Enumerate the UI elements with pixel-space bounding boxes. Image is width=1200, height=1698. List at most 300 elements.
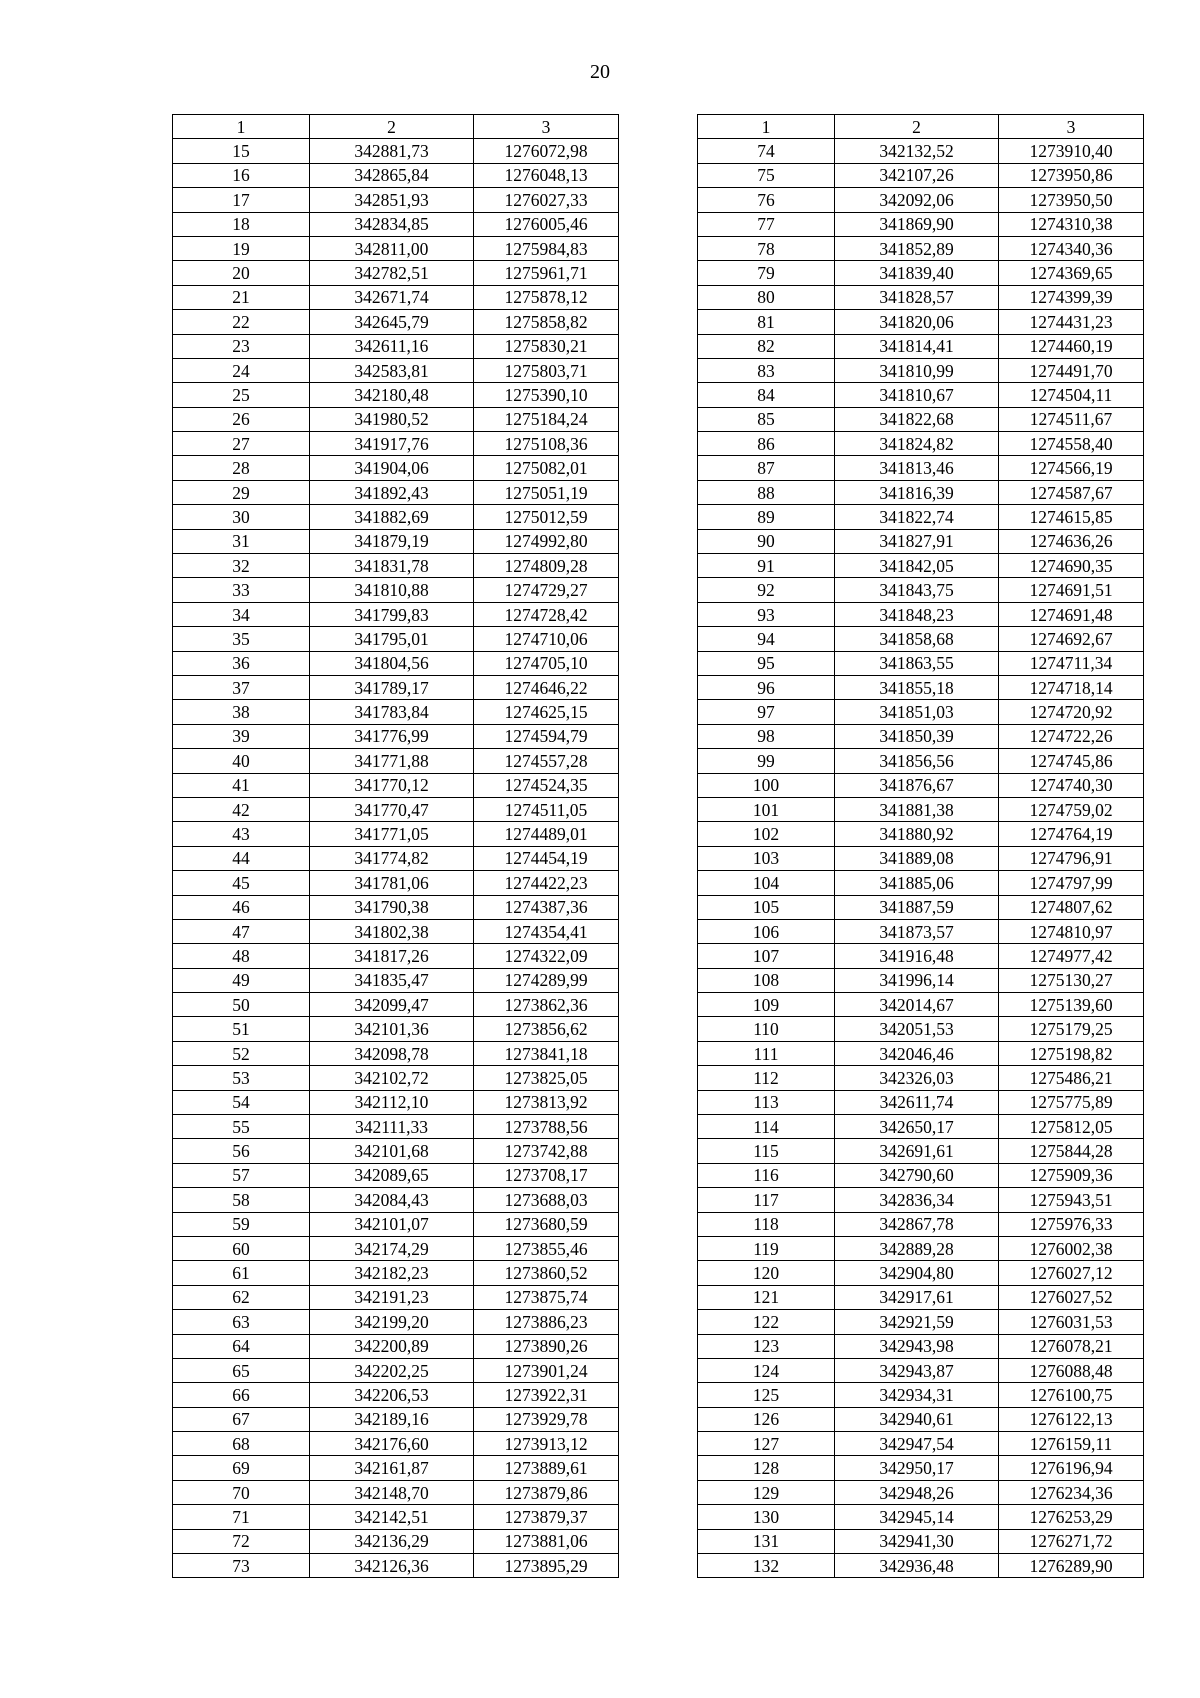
column-header-2: 2 <box>310 115 474 139</box>
y-coordinate: 1276196,94 <box>999 1456 1144 1480</box>
table-row <box>173 310 619 334</box>
x-coordinate: 341882,69 <box>310 505 474 529</box>
coordinates-table-left <box>172 114 619 1578</box>
column-header-3: 3 <box>474 115 619 139</box>
y-coordinate: 1273825,05 <box>474 1066 619 1090</box>
point-number: 130 <box>698 1505 835 1529</box>
x-coordinate: 342948,26 <box>835 1480 999 1504</box>
y-coordinate: 1274691,48 <box>999 602 1144 626</box>
table-row <box>173 1310 619 1334</box>
table-row <box>173 1432 619 1456</box>
point-number: 104 <box>698 871 835 895</box>
point-number: 70 <box>173 1480 310 1504</box>
table-row <box>698 895 1144 919</box>
table-row <box>698 1480 1144 1504</box>
table-row <box>698 1310 1144 1334</box>
table-row <box>173 236 619 260</box>
point-number: 87 <box>698 456 835 480</box>
point-number: 69 <box>173 1456 310 1480</box>
point-number: 113 <box>698 1090 835 1114</box>
y-coordinate: 1274740,30 <box>999 773 1144 797</box>
point-number: 51 <box>173 1017 310 1041</box>
point-number: 49 <box>173 968 310 992</box>
table-row <box>173 968 619 992</box>
table-row <box>173 1480 619 1504</box>
y-coordinate: 1274340,36 <box>999 236 1144 260</box>
point-number: 90 <box>698 529 835 553</box>
y-coordinate: 1273708,17 <box>474 1163 619 1187</box>
y-coordinate: 1276027,52 <box>999 1285 1144 1309</box>
y-coordinate: 1274558,40 <box>999 432 1144 456</box>
y-coordinate: 1274796,91 <box>999 846 1144 870</box>
y-coordinate: 1274454,19 <box>474 846 619 870</box>
point-number: 86 <box>698 432 835 456</box>
y-coordinate: 1274797,99 <box>999 871 1144 895</box>
point-number: 67 <box>173 1407 310 1431</box>
y-coordinate: 1274809,28 <box>474 554 619 578</box>
y-coordinate: 1275012,59 <box>474 505 619 529</box>
point-number: 43 <box>173 822 310 846</box>
x-coordinate: 342051,53 <box>835 1017 999 1041</box>
table-row <box>173 1505 619 1529</box>
y-coordinate: 1274977,42 <box>999 944 1144 968</box>
x-coordinate: 342107,26 <box>835 163 999 187</box>
y-coordinate: 1276005,46 <box>474 212 619 236</box>
y-coordinate: 1274399,39 <box>999 285 1144 309</box>
table-row <box>173 1115 619 1139</box>
point-number: 91 <box>698 554 835 578</box>
point-number: 60 <box>173 1236 310 1260</box>
x-coordinate: 342174,29 <box>310 1236 474 1260</box>
x-coordinate: 341848,23 <box>835 602 999 626</box>
point-number: 112 <box>698 1066 835 1090</box>
point-number: 26 <box>173 407 310 431</box>
y-coordinate: 1274387,36 <box>474 895 619 919</box>
y-coordinate: 1273950,86 <box>999 163 1144 187</box>
point-number: 63 <box>173 1310 310 1334</box>
y-coordinate: 1274992,80 <box>474 529 619 553</box>
point-number: 15 <box>173 139 310 163</box>
table-row <box>173 261 619 285</box>
point-number: 30 <box>173 505 310 529</box>
x-coordinate: 341852,89 <box>835 236 999 260</box>
x-coordinate: 342645,79 <box>310 310 474 334</box>
point-number: 99 <box>698 749 835 773</box>
table-row <box>698 627 1144 651</box>
point-number: 126 <box>698 1407 835 1431</box>
page-number: 20 <box>590 61 610 83</box>
y-coordinate: 1273856,62 <box>474 1017 619 1041</box>
table-row <box>173 1358 619 1382</box>
table-row <box>698 456 1144 480</box>
point-number: 61 <box>173 1261 310 1285</box>
x-coordinate: 342889,28 <box>835 1236 999 1260</box>
x-coordinate: 341863,55 <box>835 651 999 675</box>
table-row <box>173 212 619 236</box>
table-row <box>698 968 1144 992</box>
x-coordinate: 342101,68 <box>310 1139 474 1163</box>
table-row <box>698 1188 1144 1212</box>
x-coordinate: 341873,57 <box>835 919 999 943</box>
point-number: 89 <box>698 505 835 529</box>
y-coordinate: 1275803,71 <box>474 358 619 382</box>
y-coordinate: 1275082,01 <box>474 456 619 480</box>
table-row <box>173 1407 619 1431</box>
point-number: 37 <box>173 675 310 699</box>
point-number: 27 <box>173 432 310 456</box>
table-row <box>173 1334 619 1358</box>
table-row <box>698 285 1144 309</box>
y-coordinate: 1274720,92 <box>999 700 1144 724</box>
point-number: 16 <box>173 163 310 187</box>
table-row <box>173 139 619 163</box>
table-row <box>698 1115 1144 1139</box>
point-number: 29 <box>173 480 310 504</box>
table-row <box>698 1285 1144 1309</box>
table-row <box>698 602 1144 626</box>
x-coordinate: 342089,65 <box>310 1163 474 1187</box>
y-coordinate: 1274369,65 <box>999 261 1144 285</box>
table-row <box>173 1383 619 1407</box>
x-coordinate: 341814,41 <box>835 334 999 358</box>
table-row <box>698 993 1144 1017</box>
x-coordinate: 341876,67 <box>835 773 999 797</box>
y-coordinate: 1273879,86 <box>474 1480 619 1504</box>
table-row <box>173 1139 619 1163</box>
table-row <box>173 944 619 968</box>
point-number: 98 <box>698 724 835 748</box>
x-coordinate: 342099,47 <box>310 993 474 1017</box>
y-coordinate: 1273688,03 <box>474 1188 619 1212</box>
y-coordinate: 1276122,13 <box>999 1407 1144 1431</box>
table-row <box>173 578 619 602</box>
point-number: 71 <box>173 1505 310 1529</box>
y-coordinate: 1275486,21 <box>999 1066 1144 1090</box>
x-coordinate: 341892,43 <box>310 480 474 504</box>
x-coordinate: 341771,05 <box>310 822 474 846</box>
point-number: 96 <box>698 675 835 699</box>
point-number: 124 <box>698 1358 835 1382</box>
table-row <box>698 139 1144 163</box>
x-coordinate: 341880,92 <box>835 822 999 846</box>
y-coordinate: 1275130,27 <box>999 968 1144 992</box>
y-coordinate: 1274557,28 <box>474 749 619 773</box>
point-number: 45 <box>173 871 310 895</box>
y-coordinate: 1275184,24 <box>474 407 619 431</box>
x-coordinate: 342671,74 <box>310 285 474 309</box>
point-number: 74 <box>698 139 835 163</box>
table-row <box>173 675 619 699</box>
y-coordinate: 1274594,79 <box>474 724 619 748</box>
table-row <box>698 1090 1144 1114</box>
point-number: 21 <box>173 285 310 309</box>
point-number: 121 <box>698 1285 835 1309</box>
coordinates-table-right <box>697 114 1144 1578</box>
y-coordinate: 1276100,75 <box>999 1383 1144 1407</box>
point-number: 114 <box>698 1115 835 1139</box>
y-coordinate: 1276027,12 <box>999 1261 1144 1285</box>
x-coordinate: 342940,61 <box>835 1407 999 1431</box>
x-coordinate: 342943,87 <box>835 1358 999 1382</box>
table-row <box>698 212 1144 236</box>
y-coordinate: 1273913,12 <box>474 1432 619 1456</box>
point-number: 18 <box>173 212 310 236</box>
table-row <box>698 724 1144 748</box>
table-row <box>698 846 1144 870</box>
x-coordinate: 342046,46 <box>835 1041 999 1065</box>
table-row <box>698 310 1144 334</box>
point-number: 76 <box>698 188 835 212</box>
point-number: 24 <box>173 358 310 382</box>
table-row <box>173 554 619 578</box>
x-coordinate: 342950,17 <box>835 1456 999 1480</box>
x-coordinate: 341828,57 <box>835 285 999 309</box>
y-coordinate: 1273860,52 <box>474 1261 619 1285</box>
table-row <box>173 1212 619 1236</box>
x-coordinate: 341802,38 <box>310 919 474 943</box>
point-number: 55 <box>173 1115 310 1139</box>
point-number: 39 <box>173 724 310 748</box>
point-number: 84 <box>698 383 835 407</box>
x-coordinate: 341771,88 <box>310 749 474 773</box>
x-coordinate: 342101,36 <box>310 1017 474 1041</box>
y-coordinate: 1274722,26 <box>999 724 1144 748</box>
x-coordinate: 342583,81 <box>310 358 474 382</box>
y-coordinate: 1274745,86 <box>999 749 1144 773</box>
y-coordinate: 1276271,72 <box>999 1529 1144 1553</box>
x-coordinate: 342199,20 <box>310 1310 474 1334</box>
point-number: 102 <box>698 822 835 846</box>
y-coordinate: 1276253,29 <box>999 1505 1144 1529</box>
table-row <box>173 1066 619 1090</box>
table-row <box>173 773 619 797</box>
y-coordinate: 1273680,59 <box>474 1212 619 1236</box>
x-coordinate: 341887,59 <box>835 895 999 919</box>
point-number: 58 <box>173 1188 310 1212</box>
table-row <box>173 1236 619 1260</box>
y-coordinate: 1276289,90 <box>999 1554 1144 1578</box>
y-coordinate: 1275858,82 <box>474 310 619 334</box>
table-row <box>173 1261 619 1285</box>
point-number: 28 <box>173 456 310 480</box>
y-coordinate: 1273855,46 <box>474 1236 619 1260</box>
y-coordinate: 1275830,21 <box>474 334 619 358</box>
point-number: 123 <box>698 1334 835 1358</box>
point-number: 53 <box>173 1066 310 1090</box>
point-number: 72 <box>173 1529 310 1553</box>
y-coordinate: 1273813,92 <box>474 1090 619 1114</box>
table-row <box>173 1529 619 1553</box>
point-number: 119 <box>698 1236 835 1260</box>
y-coordinate: 1276159,11 <box>999 1432 1144 1456</box>
x-coordinate: 341835,47 <box>310 968 474 992</box>
point-number: 128 <box>698 1456 835 1480</box>
point-number: 59 <box>173 1212 310 1236</box>
table-row <box>173 163 619 187</box>
x-coordinate: 342867,78 <box>835 1212 999 1236</box>
point-number: 109 <box>698 993 835 1017</box>
x-coordinate: 342650,17 <box>835 1115 999 1139</box>
y-coordinate: 1275139,60 <box>999 993 1144 1017</box>
y-coordinate: 1273929,78 <box>474 1407 619 1431</box>
point-number: 92 <box>698 578 835 602</box>
x-coordinate: 341810,67 <box>835 383 999 407</box>
table-row <box>173 895 619 919</box>
table-row <box>698 578 1144 602</box>
table-row <box>173 188 619 212</box>
x-coordinate: 342934,31 <box>835 1383 999 1407</box>
x-coordinate: 342180,48 <box>310 383 474 407</box>
table-row <box>698 822 1144 846</box>
table-row <box>173 358 619 382</box>
point-number: 82 <box>698 334 835 358</box>
x-coordinate: 342921,59 <box>835 1310 999 1334</box>
table-row <box>698 1358 1144 1382</box>
x-coordinate: 342691,61 <box>835 1139 999 1163</box>
table-row <box>698 1407 1144 1431</box>
y-coordinate: 1274422,23 <box>474 871 619 895</box>
point-number: 68 <box>173 1432 310 1456</box>
table-row <box>698 700 1144 724</box>
x-coordinate: 342161,87 <box>310 1456 474 1480</box>
table-row <box>698 505 1144 529</box>
y-coordinate: 1276088,48 <box>999 1358 1144 1382</box>
table-row <box>173 822 619 846</box>
x-coordinate: 341855,18 <box>835 675 999 699</box>
y-coordinate: 1274460,19 <box>999 334 1144 358</box>
x-coordinate: 341790,38 <box>310 895 474 919</box>
y-coordinate: 1275108,36 <box>474 432 619 456</box>
x-coordinate: 341776,99 <box>310 724 474 748</box>
y-coordinate: 1275844,28 <box>999 1139 1144 1163</box>
x-coordinate: 341820,06 <box>835 310 999 334</box>
table-header-row <box>173 115 619 139</box>
y-coordinate: 1274354,41 <box>474 919 619 943</box>
y-coordinate: 1273950,50 <box>999 188 1144 212</box>
y-coordinate: 1275198,82 <box>999 1041 1144 1065</box>
table-row <box>698 651 1144 675</box>
y-coordinate: 1276048,13 <box>474 163 619 187</box>
x-coordinate: 342881,73 <box>310 139 474 163</box>
point-number: 129 <box>698 1480 835 1504</box>
y-coordinate: 1273889,61 <box>474 1456 619 1480</box>
y-coordinate: 1273879,37 <box>474 1505 619 1529</box>
table-row <box>173 797 619 821</box>
y-coordinate: 1274810,97 <box>999 919 1144 943</box>
y-coordinate: 1274691,51 <box>999 578 1144 602</box>
table-row <box>698 1017 1144 1041</box>
x-coordinate: 341783,84 <box>310 700 474 724</box>
table-row <box>173 724 619 748</box>
x-coordinate: 342917,61 <box>835 1285 999 1309</box>
y-coordinate: 1275961,71 <box>474 261 619 285</box>
table-row <box>698 554 1144 578</box>
table-row <box>173 846 619 870</box>
y-coordinate: 1273886,23 <box>474 1310 619 1334</box>
point-number: 75 <box>698 163 835 187</box>
x-coordinate: 341781,06 <box>310 871 474 895</box>
x-coordinate: 341996,14 <box>835 968 999 992</box>
x-coordinate: 341789,17 <box>310 675 474 699</box>
x-coordinate: 342182,23 <box>310 1261 474 1285</box>
y-coordinate: 1274705,10 <box>474 651 619 675</box>
point-number: 97 <box>698 700 835 724</box>
point-number: 44 <box>173 846 310 870</box>
y-coordinate: 1276072,98 <box>474 139 619 163</box>
point-number: 41 <box>173 773 310 797</box>
y-coordinate: 1274511,67 <box>999 407 1144 431</box>
table-row <box>173 627 619 651</box>
table-row <box>698 1456 1144 1480</box>
x-coordinate: 342092,06 <box>835 188 999 212</box>
y-coordinate: 1274615,85 <box>999 505 1144 529</box>
table-row <box>173 432 619 456</box>
point-number: 122 <box>698 1310 835 1334</box>
point-number: 34 <box>173 602 310 626</box>
point-number: 64 <box>173 1334 310 1358</box>
x-coordinate: 341810,88 <box>310 578 474 602</box>
x-coordinate: 341810,99 <box>835 358 999 382</box>
x-coordinate: 342836,34 <box>835 1188 999 1212</box>
point-number: 54 <box>173 1090 310 1114</box>
y-coordinate: 1275390,10 <box>474 383 619 407</box>
x-coordinate: 342084,43 <box>310 1188 474 1212</box>
point-number: 17 <box>173 188 310 212</box>
point-number: 88 <box>698 480 835 504</box>
point-number: 20 <box>173 261 310 285</box>
point-number: 47 <box>173 919 310 943</box>
x-coordinate: 342945,14 <box>835 1505 999 1529</box>
table-row <box>173 651 619 675</box>
y-coordinate: 1275179,25 <box>999 1017 1144 1041</box>
column-header-3: 3 <box>999 115 1144 139</box>
x-coordinate: 341817,26 <box>310 944 474 968</box>
table-row <box>698 480 1144 504</box>
y-coordinate: 1275976,33 <box>999 1212 1144 1236</box>
x-coordinate: 342904,80 <box>835 1261 999 1285</box>
point-number: 65 <box>173 1358 310 1382</box>
y-coordinate: 1274728,42 <box>474 602 619 626</box>
point-number: 120 <box>698 1261 835 1285</box>
x-coordinate: 341842,05 <box>835 554 999 578</box>
y-coordinate: 1275812,05 <box>999 1115 1144 1139</box>
table-row <box>173 334 619 358</box>
point-number: 57 <box>173 1163 310 1187</box>
table-row <box>698 261 1144 285</box>
y-coordinate: 1274692,67 <box>999 627 1144 651</box>
table-row <box>173 919 619 943</box>
y-coordinate: 1274711,34 <box>999 651 1144 675</box>
table-row <box>173 456 619 480</box>
table-header-row <box>698 115 1144 139</box>
x-coordinate: 342206,53 <box>310 1383 474 1407</box>
y-coordinate: 1274322,09 <box>474 944 619 968</box>
point-number: 77 <box>698 212 835 236</box>
point-number: 22 <box>173 310 310 334</box>
point-number: 83 <box>698 358 835 382</box>
table-row <box>698 188 1144 212</box>
x-coordinate: 342101,07 <box>310 1212 474 1236</box>
point-number: 132 <box>698 1554 835 1578</box>
y-coordinate: 1276078,21 <box>999 1334 1144 1358</box>
point-number: 32 <box>173 554 310 578</box>
y-coordinate: 1274310,38 <box>999 212 1144 236</box>
table-row <box>173 1041 619 1065</box>
x-coordinate: 342191,23 <box>310 1285 474 1309</box>
point-number: 93 <box>698 602 835 626</box>
point-number: 46 <box>173 895 310 919</box>
y-coordinate: 1275051,19 <box>474 480 619 504</box>
